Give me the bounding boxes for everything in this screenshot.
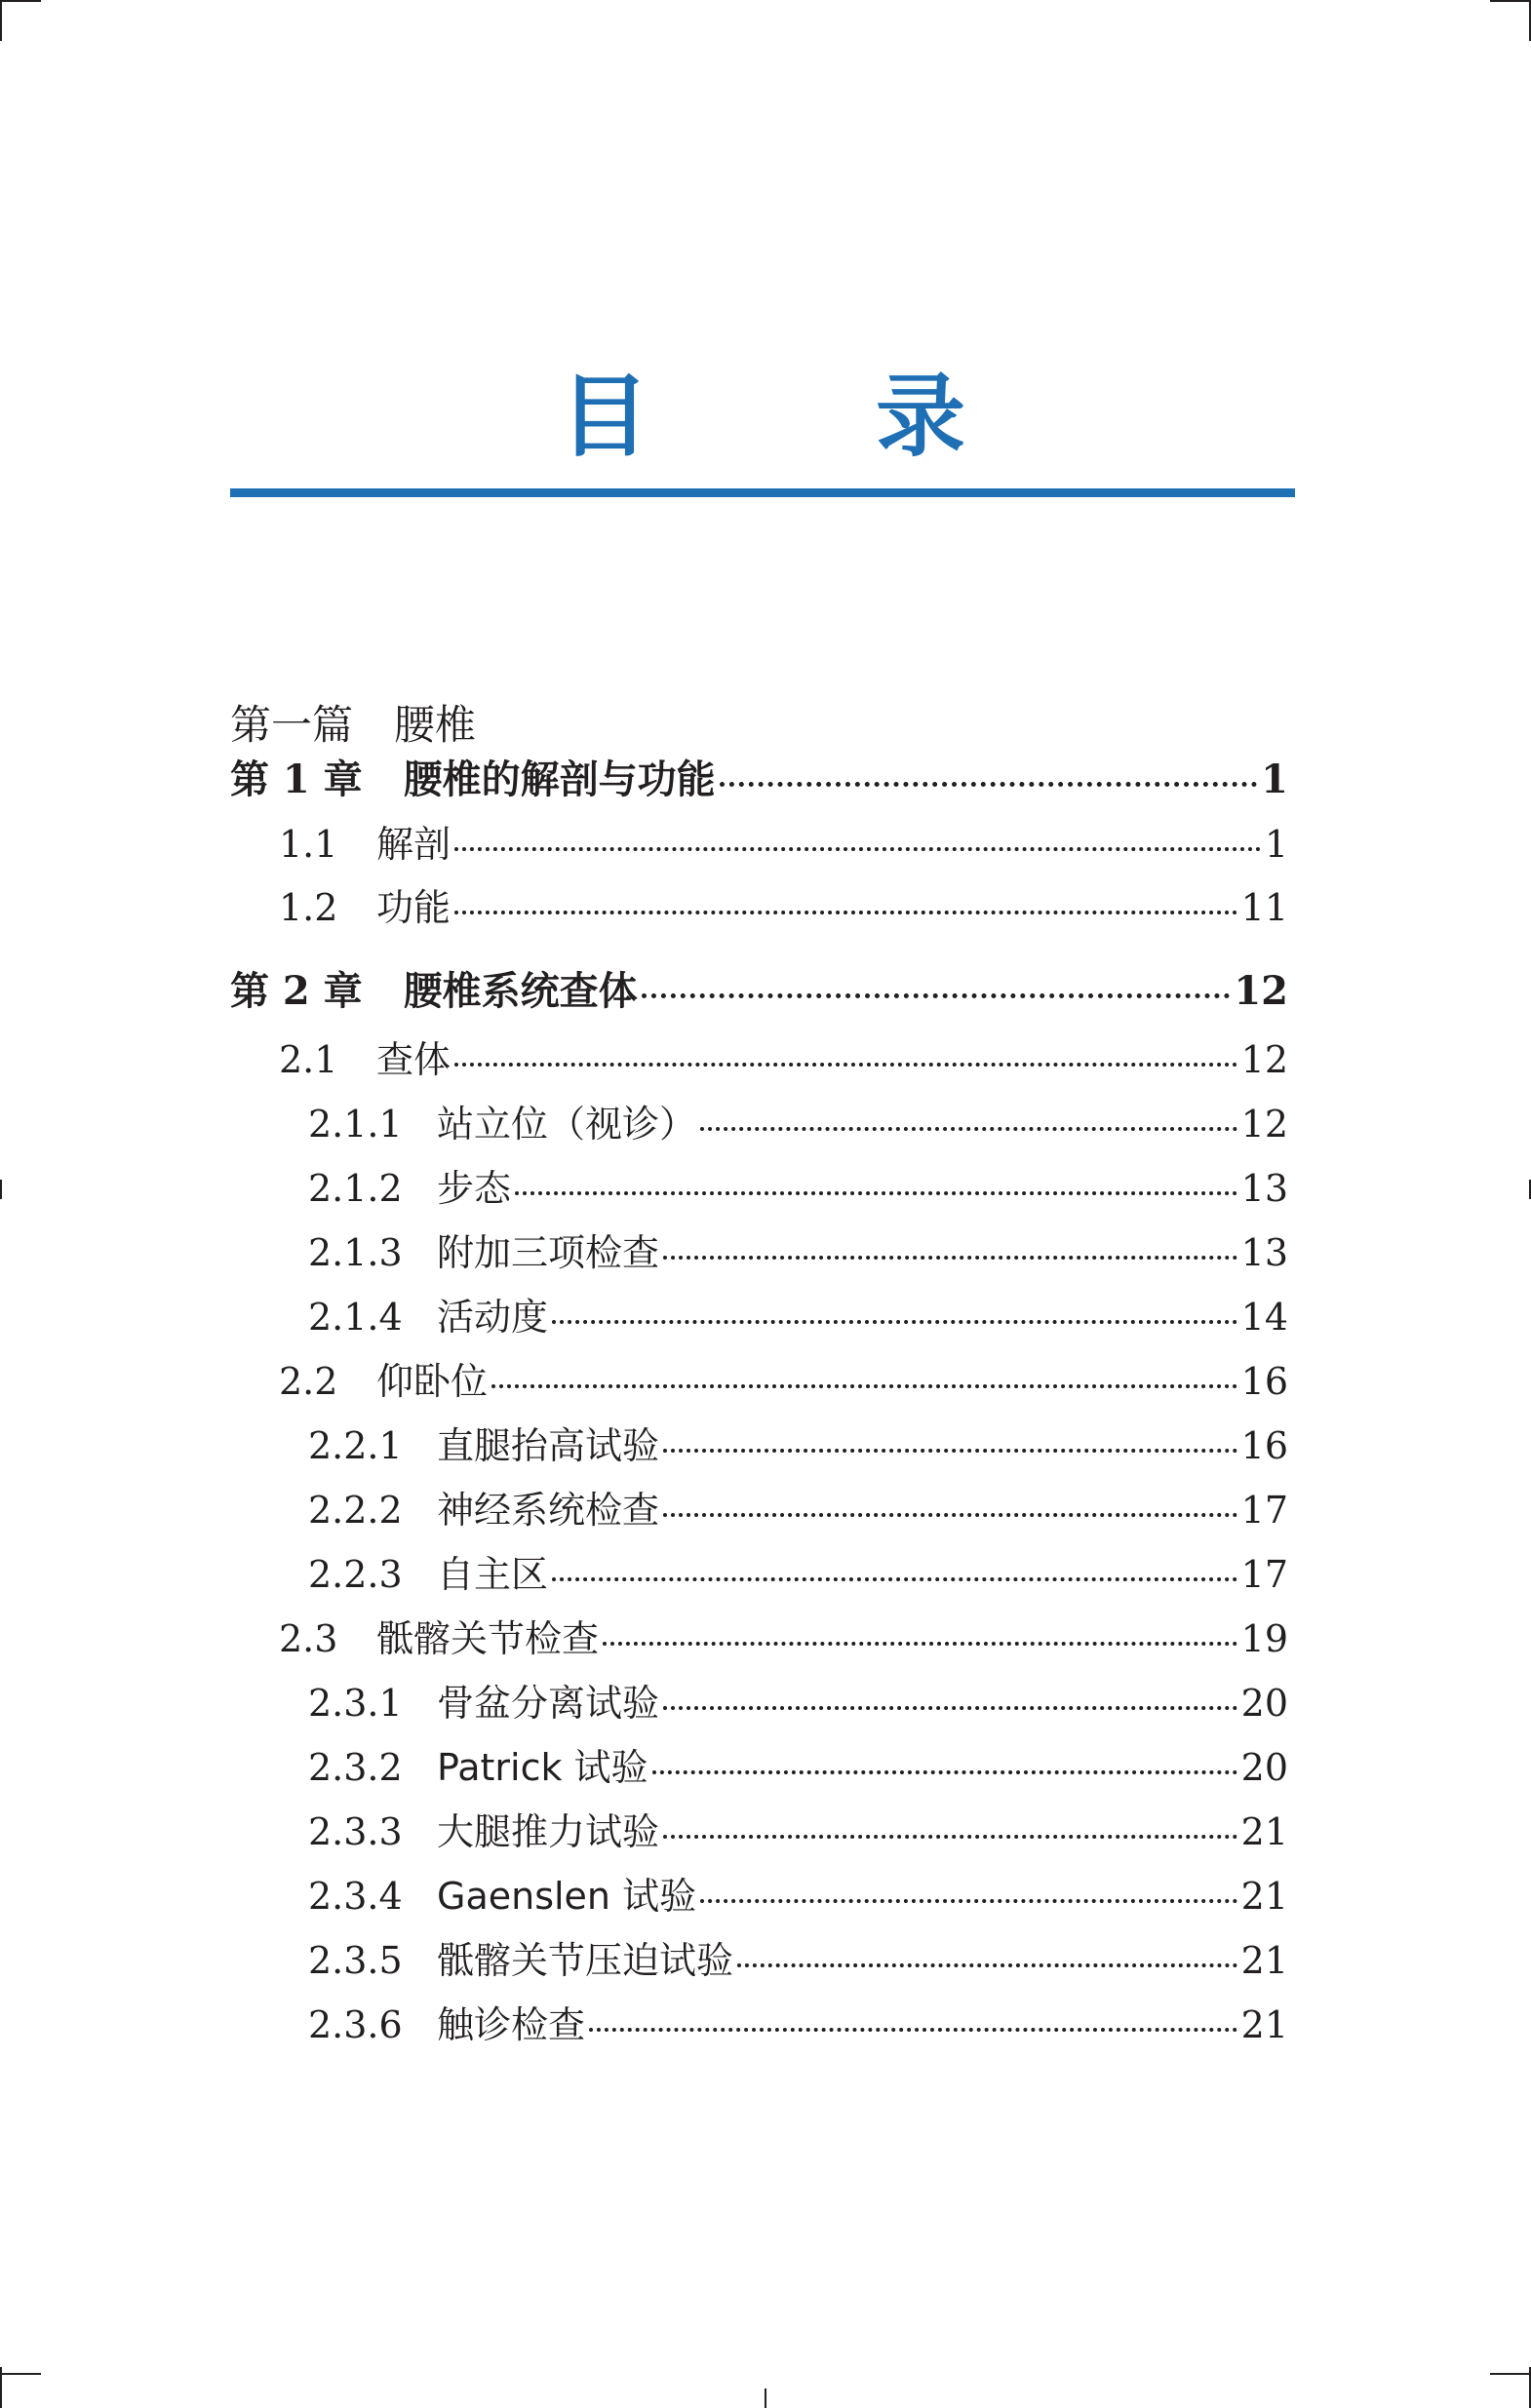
toc-entry-number: 第 1 章 (230, 757, 363, 802)
dot-leader (491, 1384, 1237, 1388)
toc-entry-subsection (230, 1996, 1288, 2054)
title-rule (230, 488, 1295, 497)
toc-entry-page-number: 19 (1240, 1617, 1288, 1660)
toc-entry-page-number: 17 (1240, 1489, 1288, 1532)
toc-entry-label: 步态 (437, 1167, 512, 1210)
toc-entry-label: Patrick 试验 (437, 1746, 648, 1789)
toc-entry-label: Gaenslen 试验 (437, 1875, 697, 1918)
dot-leader (652, 1770, 1237, 1774)
dot-leader (663, 1835, 1237, 1839)
toc-entry-number: 2.2.2 (308, 1489, 403, 1532)
toc-entry-page-number: 12 (1240, 1038, 1288, 1081)
toc-entry-subsection (230, 1545, 1288, 1604)
toc-entry-number: 2.3.5 (308, 1939, 403, 1982)
toc-entry-number: 1.1 (279, 823, 338, 866)
toc-entry-number: 2.3.4 (308, 1875, 403, 1918)
toc-entry-subsection (230, 1159, 1288, 1218)
toc-entry-number: 2.3.1 (308, 1682, 403, 1725)
toc-entry-label: 查体 (376, 1038, 451, 1081)
crop-mark (1490, 0, 1531, 2)
dot-leader (552, 1577, 1237, 1581)
toc-entry-page-number: 21 (1240, 1875, 1288, 1918)
toc-entry-number: 2.1.3 (308, 1231, 403, 1274)
toc-entry-page-number: 20 (1240, 1746, 1288, 1789)
toc-entry-number: 2.1.1 (308, 1103, 403, 1146)
toc-entry-label: 骨盆分离试验 (437, 1682, 660, 1725)
toc-entry-page-number: 11 (1240, 886, 1288, 929)
toc-entry-number: 2.2 (279, 1360, 338, 1403)
toc-entry-page-number: 1 (1264, 823, 1288, 866)
toc-entry-section (230, 878, 1288, 937)
toc-entry-page-number: 21 (1240, 1939, 1288, 1982)
dot-leader (589, 2028, 1237, 2032)
toc-entry-number: 2.3.6 (308, 2003, 403, 2046)
toc-entry-subsection (230, 1223, 1288, 1282)
toc-entry-number: 第 2 章 (230, 968, 363, 1014)
toc-entry-page-number: 13 (1240, 1167, 1288, 1210)
toc-entry-subsection (230, 1481, 1288, 1539)
toc-entry-number: 2.1.4 (308, 1296, 403, 1339)
toc-entry-page-number: 13 (1240, 1231, 1288, 1274)
toc-entry-number: 2.3 (279, 1617, 338, 1660)
toc-entry-label: 大腿推力试验 (437, 1810, 660, 1853)
toc-entry-label: 仰卧位 (376, 1360, 489, 1403)
toc-entry-number: 2.3.2 (308, 1746, 403, 1789)
dot-leader (663, 1256, 1237, 1260)
toc-entry-subsection (230, 1738, 1288, 1797)
toc-entry-subsection (230, 1867, 1288, 1925)
page-title: 目 录 (559, 365, 1034, 469)
crop-mark (0, 2373, 41, 2375)
toc-entry-subsection (230, 1674, 1288, 1732)
toc-entry-label: 骶髂关节压迫试验 (437, 1939, 734, 1982)
toc-entry-label: 神经系统检查 (437, 1489, 660, 1532)
dot-leader (720, 782, 1257, 787)
toc-entry-number: 2.1.2 (308, 1167, 403, 1210)
toc-entry-number: 2.1 (279, 1038, 338, 1081)
crop-mark (0, 1180, 2, 1199)
dot-leader (603, 1642, 1237, 1646)
dot-leader (700, 1899, 1237, 1903)
dot-leader (454, 847, 1261, 851)
crop-mark (0, 0, 2, 41)
toc-entry-label: 自主区 (437, 1553, 549, 1596)
dot-leader (454, 911, 1237, 914)
toc-entry-subsection (230, 1288, 1288, 1346)
toc-entry-page-number: 17 (1240, 1553, 1288, 1596)
toc-entry-number: 2.2.1 (308, 1424, 403, 1467)
toc-entry-section (230, 1610, 1288, 1668)
toc-entry-number: 1.2 (279, 886, 338, 929)
toc-entry-label: 站立位（视诊） (437, 1103, 697, 1146)
toc-entry-subsection (230, 1095, 1288, 1153)
dot-leader (700, 1127, 1237, 1131)
toc-entry-page-number: 12 (1240, 1103, 1288, 1146)
toc-entry-page-number: 14 (1240, 1296, 1288, 1339)
dot-leader (663, 1706, 1237, 1710)
toc-entry-number: 2.2.3 (308, 1553, 403, 1596)
toc-entry-chapter (230, 962, 1288, 1021)
dot-leader (737, 1963, 1237, 1967)
toc-entry-chapter (230, 751, 1288, 809)
toc-entry-label: 腰椎的解剖与功能 (403, 757, 716, 802)
toc-entry-page-number: 20 (1240, 1682, 1288, 1725)
toc-entry-section (230, 815, 1288, 874)
toc-entry-subsection (230, 1417, 1288, 1475)
toc-entry-label: 附加三项检查 (437, 1231, 660, 1274)
dot-leader (552, 1320, 1237, 1324)
part-title: 第一篇 腰椎 (230, 701, 477, 749)
crop-mark (0, 0, 41, 2)
toc-entry-section (230, 1030, 1288, 1089)
toc-entry-page-number: 1 (1261, 757, 1288, 802)
toc-entry-subsection (230, 1803, 1288, 1861)
dot-leader (663, 1449, 1237, 1453)
toc-entry-subsection (230, 1931, 1288, 1990)
toc-entry-section (230, 1352, 1288, 1411)
toc-entry-number: 2.3.3 (308, 1810, 403, 1853)
dot-leader (454, 1063, 1237, 1067)
crop-mark (1490, 2373, 1531, 2375)
toc-entry-label: 直腿抬高试验 (437, 1424, 660, 1467)
toc-entry-label: 骶髂关节检查 (376, 1617, 600, 1660)
toc-entry-page-number: 21 (1240, 2003, 1288, 2046)
dot-leader (663, 1513, 1237, 1517)
toc-entry-page-number: 21 (1240, 1810, 1288, 1853)
toc-entry-label: 解剖 (376, 823, 451, 866)
crop-mark (765, 2389, 766, 2408)
toc-entry-label: 功能 (376, 886, 451, 929)
toc-entry-page-number: 16 (1240, 1424, 1288, 1467)
toc-entry-label: 腰椎系统查体 (403, 969, 638, 1014)
toc-entry-label: 触诊检查 (437, 2003, 586, 2046)
toc-entry-page-number: 12 (1234, 968, 1288, 1014)
toc-entry-label: 活动度 (437, 1296, 549, 1339)
toc-entry-page-number: 16 (1240, 1360, 1288, 1403)
dot-leader (642, 993, 1231, 998)
dot-leader (515, 1191, 1237, 1195)
